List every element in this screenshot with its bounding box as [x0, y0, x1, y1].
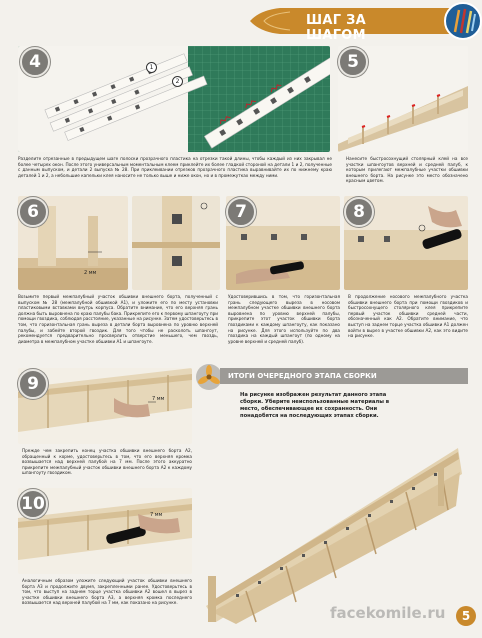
- step-8-number: 8: [344, 197, 374, 227]
- step-9-number: 9: [18, 369, 48, 399]
- step-4-text: Разделите отрезанные в предыдущем шаге полоски прозрачного пластика на отрезки такой длины, чтобы каждый из них закрывал не более четырех окон. После этого универсальным моментальным клеем приклейте их более гладкой стороной на детали 1 и 2, полученные с данным выпуском, и детали 2 выпуска № 28. При приклеивании отрезков прозрачного пластика выравнивайте их по нижнему краю деталей 1 и 2, а небольшие капельки клея наносите не только выше и ниже окон, но и в промежутках между ними.: [18, 156, 332, 178]
- summary-hull-photo: [196, 426, 468, 626]
- step-5-number: 5: [338, 47, 368, 77]
- step-7-number: 7: [226, 197, 256, 227]
- step-4-callout-1: 1: [146, 62, 157, 73]
- step-4-callout-2: 2: [172, 76, 183, 87]
- step-6-text: Возьмите первый межпалубный участок обшивки внешнего борта, полученный с выпуском № 28 (межпалубной обшивкой А1), и уложите его по месту установки пластиковыми вставками внутрь корпуса. Обратите внимание, что его верхняя грань должна быть выровнена по краю палубы бака. Прикрепите его к первому шпангоуту при помощи гвоздика, соблюдая расстояние, указанные на рисунке. Затем удостоверьтесь в том, что горизонтальная грань выреза в детали борта выровнена по уровню верхней палубы, и забейте второй гвоздик. Для того чтобы не расколоть шпангоут, рекомендуется предварительно просверлить отверстие меньшего, чем гвоздь, диаметра в межпалубном участке обшивки А1 и шпангоуте.: [18, 294, 218, 344]
- step-6-photo-right: [132, 196, 220, 290]
- summary-propeller-icon: [196, 364, 222, 390]
- step-10-measure: 7 мм: [150, 512, 163, 518]
- brushes-icon: [444, 2, 482, 40]
- header-swirl: [240, 8, 298, 34]
- step-4-number: 4: [20, 47, 50, 77]
- step-4-photo: [18, 46, 330, 152]
- step-8-text: В продолжение носового межпалубного участка обшивки внешнего борта при помощи гвоздиков и быстросохнущего столярного клея прикрепите первый участок обшивки средней части, обозначенный как А2. Обратите внимание, что выступ на заднем торце участка обшивки А1 должен войти в вырез в участке обшивки А2, как это видите на рисунке.: [348, 294, 468, 339]
- step-5-text: Нанесите быстросохнущий столярный клей на все участки шпангоутов верхней и средней палуб, к которым прилегают межпалубные участки обшивки внешнего борта. На рисунке это место обозначено красным цветом.: [346, 156, 468, 184]
- step-10-text: Аналогичным образом уложите следующий участок обшивки внешнего борта А3 и продолжите двумя, закрепленными ранее. Удостоверьтесь в том, что выступ на заднем торце участка обшивки А2 вошел в вырез в участке обшивки внешнего борта А3, а верхняя кромка последнего возвышается над верхней палубой на 7 мм, как показано на рисунке.: [22, 578, 192, 606]
- step-6-number: 6: [18, 197, 48, 227]
- step-9-text: Прежде чем закрепить конец участка обшивки внешнего борта А2, обращенный к корме, удостоверьтесь в том, что его верхняя кромка возвышается над верхней палубой на 7 мм. После этого аккуратно прикрепите межпалубный участок обшивки внешнего борта А2 к каждому шпангоуту гвоздиком.: [22, 448, 192, 476]
- step-9-measure: 7 мм: [152, 396, 165, 402]
- summary-heading: ИТОГИ ОЧЕРЕДНОГО ЭТАПА СБОРКИ: [228, 372, 377, 380]
- step-10-number: 10: [18, 489, 48, 519]
- summary-body: На рисунке изображен результат данного этапа сборки. Уберите неиспользованные материалы в место, обеспечивающее их сохранность. Они понадобятся на последующих этапах сборки.: [240, 392, 390, 419]
- page-corner-mark: 5: [456, 606, 476, 626]
- step-6-measure: 2 мм: [84, 270, 97, 276]
- page-title: ШАГ ЗА ШАГОМ: [306, 13, 367, 43]
- watermark: facekomile.ru: [330, 604, 446, 622]
- step-7-text: Удостоверившись в том, что горизонтальная грань следующего выреза в носовом межпалубном участке обшивки внешнего борта выровнена по уровню верхней палубы, прикрепите этот участок обшивки борта гвоздиками к каждому шпангоуту, как показано на рисунке. Для этого используйте по два гвоздика на каждый шпангоут (по одному на уровне верхней и средней палуб).: [228, 294, 340, 344]
